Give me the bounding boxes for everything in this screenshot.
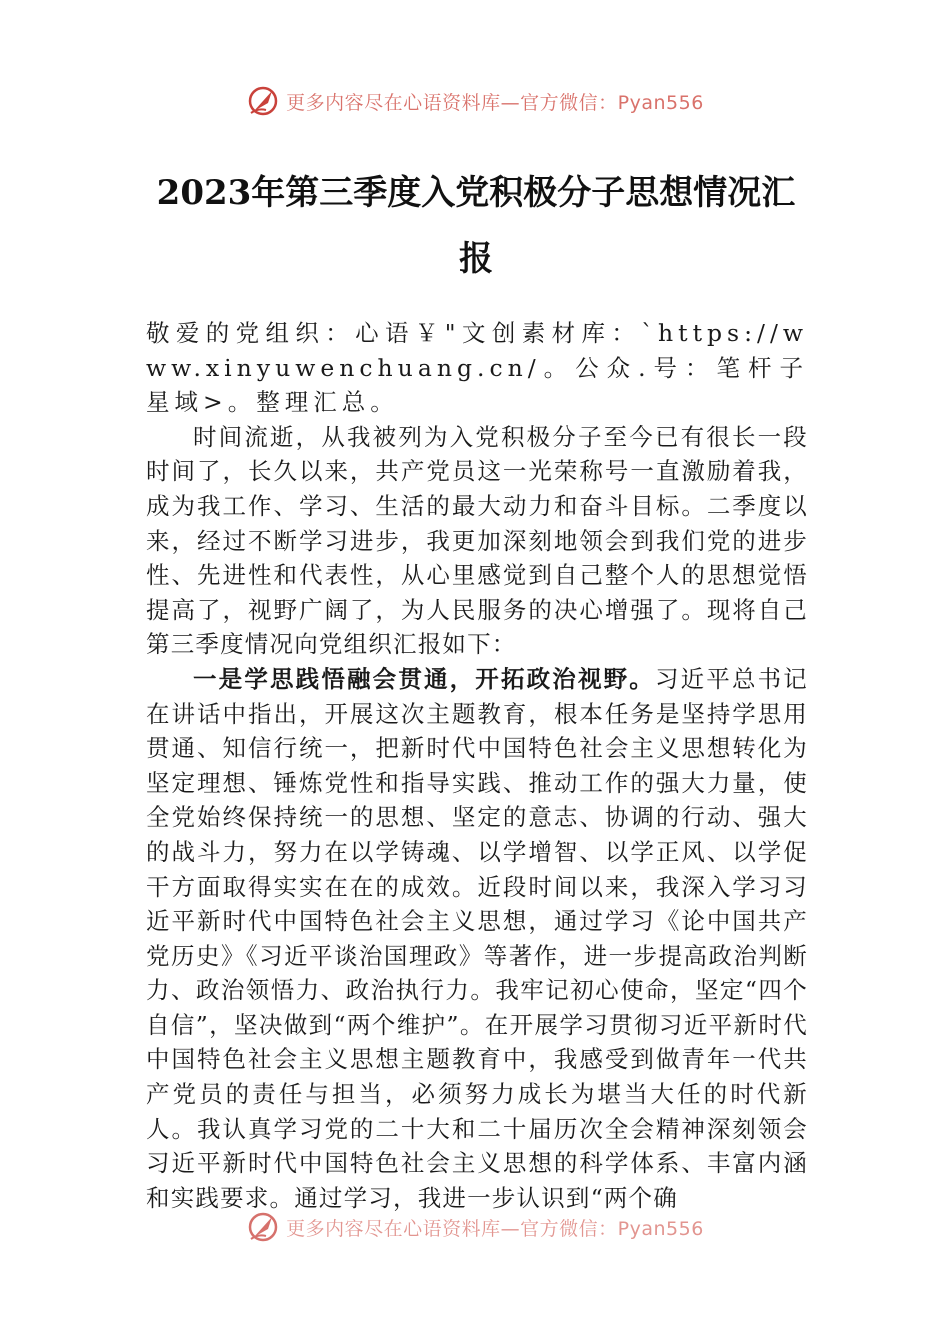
document-title: 2023年第三季度入党积极分子思想情况汇报 (156, 173, 796, 279)
watermark-text: 更多内容尽在心语资料库—官方微信：Pyan556 (286, 1217, 704, 1240)
quill-logo-icon (246, 1210, 280, 1244)
salutation: 敬爱的党组织：心语￥"文创素材库：`https://www.xinyuwenchuang.cn/。公众.号：笔杆子星域>。整理汇总。 (146, 319, 808, 417)
section-one-body: 习近平总书记在讲话中指出，开展这次主题教育，根本任务是坚持学思用贯通、知信行统一，把新时代中国特色社会主义思想转化为坚定理想、锤炼党性和指导实践、推动工作的强大力量，使全党始终保持统一的思想、坚定的意志、协调的行动、强大的战斗力，努力在以学铸魂、以学增智、以学正风、以学促干方面取得实实在在的成效。近段时间以来，我深入学习习近平新时代中国特色社会主义思想，通过学习《论中国共产党历史》《习近平谈治国理政》等著作，进一步提高政治判断力、政治领悟力、政治执行力。我牢记初心使命，坚定“四个自信”，坚决做到“两个维护”。在开展学习贯彻习近平新时代中国特色社会主义思想主题教育中，我感受到做青年一代共产党员的责任与担当，必须努力成长为堪当大任的时代新人。我认真学习党的二十大和二十届历次全会精神深刻领会习近平新时代中国特色社会主义思想的科学体系、丰富内涵和实践要求。通过学习，我进一步认识到“两个确 (146, 664, 808, 1212)
section-one-heading: 一是学思践悟融会贯通，开拓政治视野。 (193, 664, 655, 693)
paragraph-section-one (146, 662, 808, 1216)
footer-watermark (0, 1210, 950, 1244)
header-watermark (0, 84, 950, 118)
watermark-text: 更多内容尽在心语资料库—官方微信：Pyan556 (286, 91, 704, 114)
document-body (146, 316, 808, 1215)
quill-logo-icon (246, 84, 280, 118)
paragraph-intro: 时间流逝，从我被列为入党积极分子至今已有很长一段时间了，长久以来，共产党员这一光荣称号一直激励着我，成为我工作、学习、生活的最大动力和奋斗目标。二季度以来，经过不断学习进步，我更加深刻地领会到我们党的进步性、先进性和代表性，从心里感觉到自己整个人的思想觉悟提高了，视野广阔了，为人民服务的决心增强了。现将自己第三季度情况向党组织汇报如下： (146, 422, 808, 659)
